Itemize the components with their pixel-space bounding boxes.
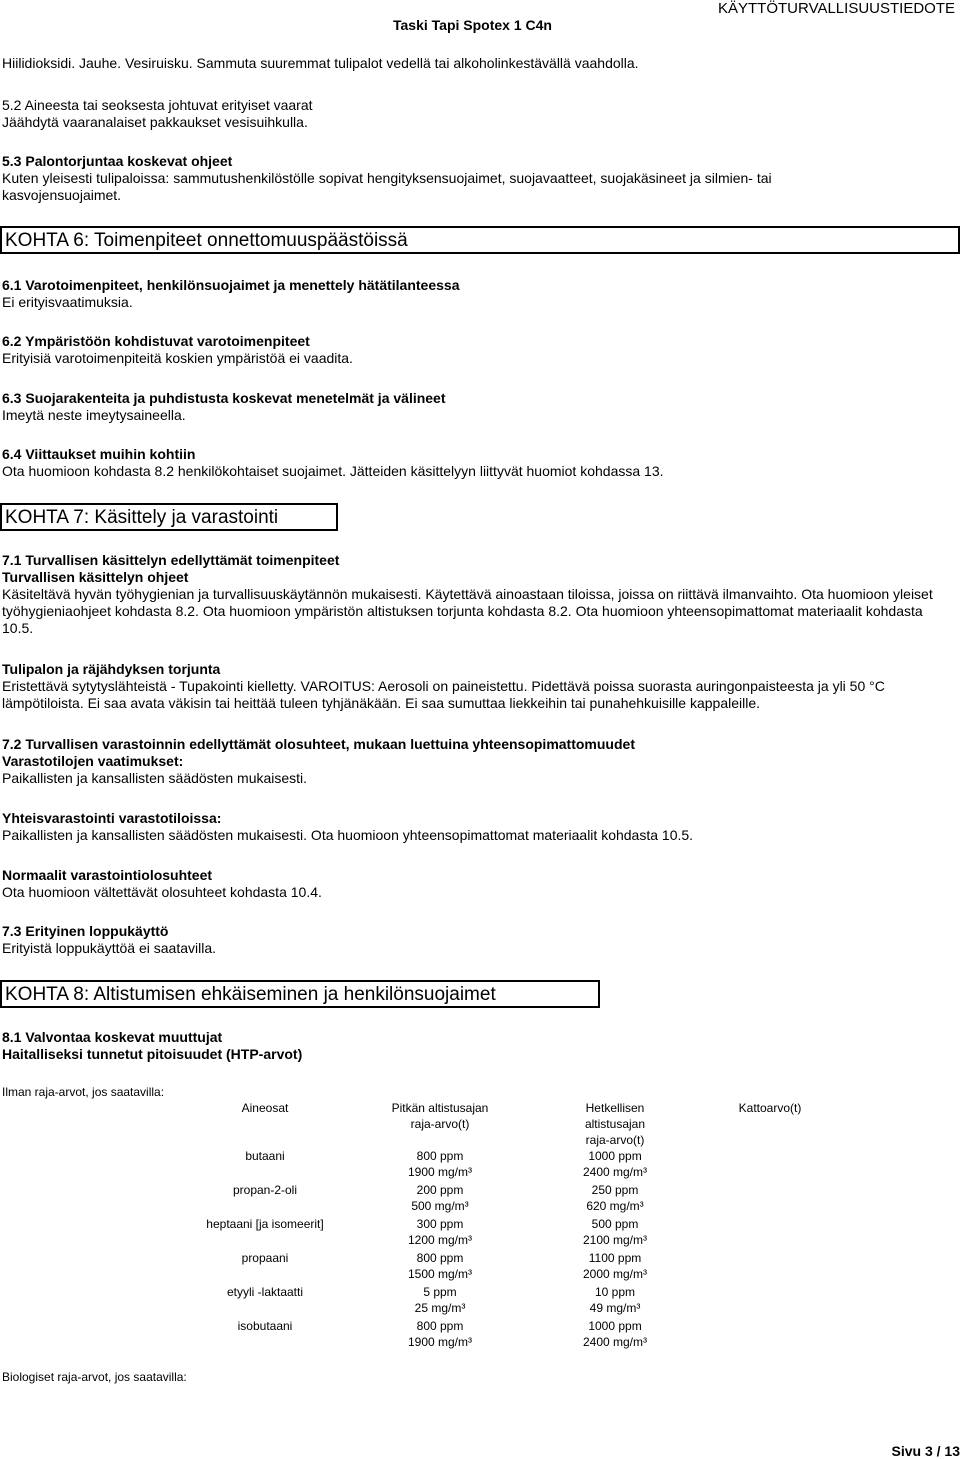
section-8-1-heading: 8.1 Valvontaa koskevat muuttujat xyxy=(2,1029,223,1045)
normal-storage xyxy=(2,867,952,901)
section-6-header xyxy=(0,226,960,254)
table-row xyxy=(185,1148,845,1182)
cell-long-term: 800 ppm 1900 mg/m³ xyxy=(407,1149,473,1179)
section-6-3-text: Imeytä neste imeytysaineella. xyxy=(2,407,186,423)
htp-heading: Haitalliseksi tunnetut pitoisuudet (HTP-arvot) xyxy=(2,1046,303,1062)
cell-ceiling xyxy=(695,1284,845,1318)
section-5-2-text: Jäähdytä vaaranalaiset pakkaukset vesisuihkulla. xyxy=(2,114,308,130)
header-long-term: Pitkän altistusajan raja-arvo(t) xyxy=(391,1101,489,1131)
cell-short-term: 1000 ppm 2400 mg/m³ xyxy=(582,1319,648,1349)
section-6-title: KOHTA 6: Toimenpiteet onnettomuuspäästöissä xyxy=(5,230,408,251)
cell-long-term: 5 ppm 25 mg/m³ xyxy=(414,1285,466,1315)
section-7-3-text: Erityistä loppukäyttöä ei saatavilla. xyxy=(2,940,216,956)
cell-ceiling xyxy=(695,1318,845,1352)
product-name: Taski Tapi Spotex 1 C4n xyxy=(393,17,552,33)
air-limits-label: Ilman raja-arvot, jos saatavilla: xyxy=(2,1085,165,1099)
table-row xyxy=(185,1216,845,1250)
section-7-3-heading: 7.3 Erityinen loppukäyttö xyxy=(2,923,169,939)
cell-substance: heptaani [ja isomeerit] xyxy=(206,1217,324,1231)
section-6-3 xyxy=(2,390,952,424)
cell-short-term: 500 ppm 2100 mg/m³ xyxy=(582,1217,648,1247)
fire-prevention-heading: Tulipalon ja räjähdyksen torjunta xyxy=(2,661,221,677)
section-8-header xyxy=(0,980,600,1008)
page-number: Sivu 3 / 13 xyxy=(891,1443,960,1459)
section-6-1-heading: 6.1 Varotoimenpiteet, henkilönsuojaimet ja menettely hätätilanteessa xyxy=(2,277,460,293)
section-7-header xyxy=(0,503,338,531)
cell-short-term: 10 ppm 49 mg/m³ xyxy=(589,1285,641,1315)
table-header-row xyxy=(185,1100,845,1148)
fire-prevention xyxy=(2,661,952,712)
cell-ceiling xyxy=(695,1216,845,1250)
cell-long-term: 800 ppm 1500 mg/m³ xyxy=(407,1251,473,1281)
cell-substance: propan-2-oli xyxy=(232,1183,298,1197)
cell-ceiling xyxy=(695,1250,845,1284)
section-7-2 xyxy=(2,736,952,787)
cell-substance: isobutaani xyxy=(237,1319,293,1333)
table-row xyxy=(185,1318,845,1352)
section-6-4-heading: 6.4 Viittaukset muihin kohtiin xyxy=(2,446,196,462)
table-row xyxy=(185,1284,845,1318)
section-5-2-heading: 5.2 Aineesta tai seoksesta johtuvat erityiset vaarat xyxy=(2,97,313,113)
section-6-1-text: Ei erityisvaatimuksia. xyxy=(2,294,133,310)
safe-handling-text: Käsiteltävä hyvän työhygienian ja turvallisuuskäytännön mukaisesti. Käytettävä ainoastaan tiloissa, joissa on riittävä ilmanvaihto. Ota huomioon yleiset työhygieniaohjeet kohdasta 8.2. Ota huomioon ympäristön altistuksen torjunta kohdasta 8.2. Ota huomioon yhteensopimattomat materiaalit kohdasta 10.5. xyxy=(2,586,933,636)
section-6-2 xyxy=(2,333,952,367)
section-5-3-heading: 5.3 Palontorjuntaa koskevat ohjeet xyxy=(2,153,233,169)
storage-requirements-heading: Varastotilojen vaatimukset: xyxy=(2,753,184,769)
cell-long-term: 300 ppm 1200 mg/m³ xyxy=(407,1217,473,1247)
cell-short-term: 1100 ppm 2000 mg/m³ xyxy=(582,1251,648,1281)
cell-substance: etyyli -laktaatti xyxy=(226,1285,304,1299)
biological-limits-label: Biologiset raja-arvot, jos saatavilla: xyxy=(2,1370,187,1384)
cell-ceiling xyxy=(695,1182,845,1216)
section-7-2-heading: 7.2 Turvallisen varastoinnin edellyttämät olosuhteet, mukaan luettuina yhteensopimattomuudet xyxy=(2,736,635,752)
joint-storage-text: Paikallisten ja kansallisten säädösten mukaisesti. Ota huomioon yhteensopimattomat materiaalit kohdasta 10.5. xyxy=(2,827,694,843)
cell-long-term: 200 ppm 500 mg/m³ xyxy=(411,1183,469,1213)
fire-prevention-text: Eristettävä sytytyslähteistä - Tupakointi kielletty. VAROITUS: Aerosoli on paineistettu. Pidettävä poissa suorasta auringonpaisteesta ja yli 50 °C lämpötiloista. Ei saa avata väkisin tai heittää tuleen tyhjänäkään. Ei saa sumuttaa liekkeihin tai punahehkuisille kappaleille. xyxy=(2,678,885,711)
section-6-2-text: Erityisiä varotoimenpiteitä koskien ympäristöä ei vaadita. xyxy=(2,350,353,366)
normal-storage-heading: Normaalit varastointiolosuhteet xyxy=(2,867,213,883)
header-substance: Aineosat xyxy=(241,1101,289,1115)
joint-storage xyxy=(2,810,952,844)
cell-substance: propaani xyxy=(241,1251,289,1265)
section-7-1-heading: 7.1 Turvallisen käsittelyn edellyttämät toimenpiteet xyxy=(2,552,340,568)
section-5-2 xyxy=(2,97,952,131)
header-short-term: Hetkellisen altistusajan raja-arvo(t) xyxy=(584,1101,646,1147)
section-7-3 xyxy=(2,923,952,957)
section-6-4-text: Ota huomioon kohdasta 8.2 henkilökohtaiset suojaimet. Jätteiden käsittelyyn liittyvät huomiot kohdassa 13. xyxy=(2,463,664,479)
cell-short-term: 1000 ppm 2400 mg/m³ xyxy=(582,1149,648,1179)
normal-storage-text: Ota huomioon vältettävät olosuhteet kohdasta 10.4. xyxy=(2,884,322,900)
cell-short-term: 250 ppm 620 mg/m³ xyxy=(586,1183,644,1213)
section-6-4 xyxy=(2,446,952,480)
safe-handling-heading: Turvallisen käsittelyn ohjeet xyxy=(2,569,189,585)
section-8-1 xyxy=(2,1029,952,1063)
cell-substance: butaani xyxy=(245,1149,285,1163)
table-row xyxy=(185,1182,845,1216)
section-7-title: KOHTA 7: Käsittely ja varastointi xyxy=(5,507,279,528)
exposure-limits-table xyxy=(185,1100,845,1352)
section-6-2-heading: 6.2 Ympäristöön kohdistuvat varotoimenpiteet xyxy=(2,333,310,349)
document-type: KÄYTTÖTURVALLISUUSTIEDOTE xyxy=(718,0,955,17)
section-5-3 xyxy=(2,153,952,204)
section-5-3-text: Kuten yleisesti tulipaloissa: sammutushenkilöstölle sopivat hengityksensuojaimet, suojavaatteet, suojakäsineet ja silmien- tai kasvojensuojaimet. xyxy=(2,170,772,203)
cell-ceiling xyxy=(695,1148,845,1182)
section-6-1 xyxy=(2,277,952,311)
table-row xyxy=(185,1250,845,1284)
extinguish-text: Hiilidioksidi. Jauhe. Vesiruisku. Sammuta suuremmat tulipalot vedellä tai alkoholinkestävällä vaahdolla. xyxy=(2,55,639,71)
joint-storage-heading: Yhteisvarastointi varastotiloissa: xyxy=(2,810,222,826)
section-6-3-heading: 6.3 Suojarakenteita ja puhdistusta koskevat menetelmät ja välineet xyxy=(2,390,446,406)
storage-requirements-text: Paikallisten ja kansallisten säädösten mukaisesti. xyxy=(2,770,308,786)
cell-long-term: 800 ppm 1900 mg/m³ xyxy=(407,1319,473,1349)
section-7-1 xyxy=(2,552,952,637)
section-8-title: KOHTA 8: Altistumisen ehkäiseminen ja henkilönsuojaimet xyxy=(5,984,496,1005)
header-ceiling: Kattoarvo(t) xyxy=(738,1101,802,1115)
